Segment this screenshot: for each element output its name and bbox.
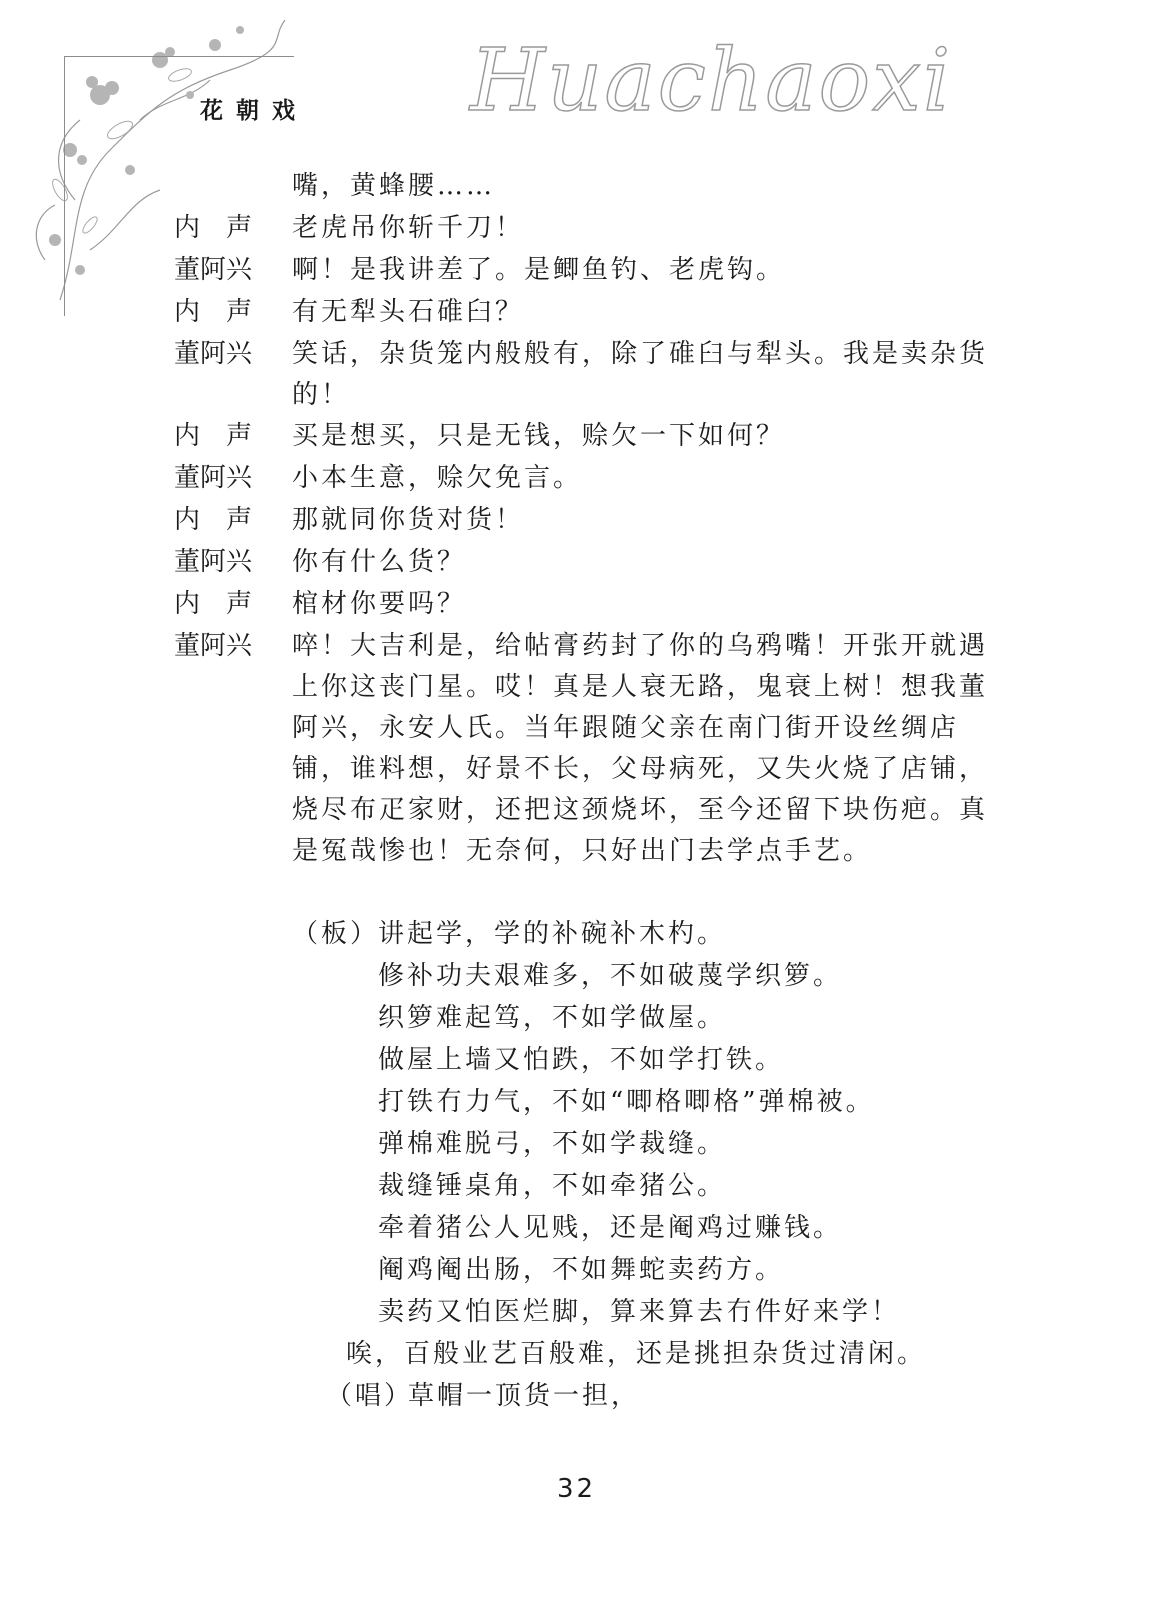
speaker-name: 内 声 — [174, 297, 253, 327]
speaker-name: 内 声 — [174, 421, 253, 451]
speaker-name: 董阿兴 — [174, 255, 253, 285]
speaker-name: 内 声 — [174, 505, 253, 535]
lyric-line: 裁缝锤桌角，不如牵猪公。 — [378, 1171, 727, 1201]
lyric-line: 草帽一顶货一担， — [408, 1381, 641, 1411]
speaker-name: 董阿兴 — [174, 463, 253, 493]
dialogue-text: 嘴，黄蜂腰…… — [292, 171, 496, 201]
stage-cue-ban: （板） — [292, 919, 380, 949]
lyric-line: 阉鸡阉出肠，不如舞蛇卖药方。 — [378, 1255, 785, 1285]
stage-cue-chang: （唱） — [326, 1381, 414, 1411]
speaker-name: 董阿兴 — [174, 339, 253, 369]
lyric-line: 打铁冇力气，不如“唧格唧格”弹棉被。 — [378, 1087, 875, 1117]
lyric-line: 弹棉难脱弓，不如学裁缝。 — [378, 1129, 727, 1159]
speaker-name: 内 声 — [174, 213, 253, 243]
dialogue-text: 棺材你要吗？ — [292, 589, 467, 619]
watermark-title: Huachaoxi — [470, 31, 953, 131]
lyric-line: 做屋上墙又怕跌，不如学打铁。 — [378, 1045, 785, 1075]
page-number: 32 — [556, 1474, 597, 1504]
lyric-line: 牵着猪公人见贱，还是阉鸡过赚钱。 — [378, 1213, 843, 1243]
dialogue-text: 啐！大吉利是，给帖膏药封了你的乌鸦嘴！开张开就遇上你这丧门星。哎！真是人衰无路，鬼衰上树！想我董阿兴，永安人氏。当年跟随父亲在南门街开设丝绸店铺，谁料想，好景不长，父母病死，又失火烧了店铺，烧尽布疋家财，还把这颈烧坏，至今还留下块伤疤。真是冤哉惨也！无奈何，只好出门去学点手艺。 — [292, 631, 989, 866]
speaker-name: 董阿兴 — [174, 631, 253, 661]
lyric-line: 卖药又怕医烂脚，算来算去冇件好来学！ — [378, 1297, 901, 1327]
dialogue-text: 买是想买，只是无钱，赊欠一下如何？ — [292, 421, 786, 451]
speaker-name: 董阿兴 — [174, 547, 253, 577]
lyric-line: 修补功夫艰难多，不如破蔑学织箩。 — [378, 961, 843, 991]
dialogue-text: 那就同你货对货！ — [292, 505, 525, 535]
frame-rule-vertical — [64, 56, 65, 316]
dialogue-text: 老虎吊你斩千刀！ — [292, 213, 525, 243]
dialogue-text: 啊！是我讲差了。是鲫鱼钓、老虎钩。 — [292, 255, 786, 285]
lyric-line: 织箩难起笃，不如学做屋。 — [378, 1003, 727, 1033]
spoken-text: 唉，百般业艺百般难，还是挑担杂货过清闲。 — [346, 1339, 927, 1369]
frame-rule-horizontal — [64, 56, 294, 57]
dialogue-text: 小本生意，赊欠免言。 — [292, 463, 583, 493]
dialogue-text: 你有什么货？ — [292, 547, 467, 577]
speaker-name: 内 声 — [174, 589, 253, 619]
lyric-line: 讲起学，学的补碗补木杓。 — [378, 919, 727, 949]
dialogue-text: 笑话，杂货笼内般般有，除了碓臼与犁头。我是卖杂货的！ — [292, 339, 989, 410]
running-head: 花朝戏 — [200, 98, 308, 124]
dialogue-text: 有无犁头石碓臼？ — [292, 297, 525, 327]
